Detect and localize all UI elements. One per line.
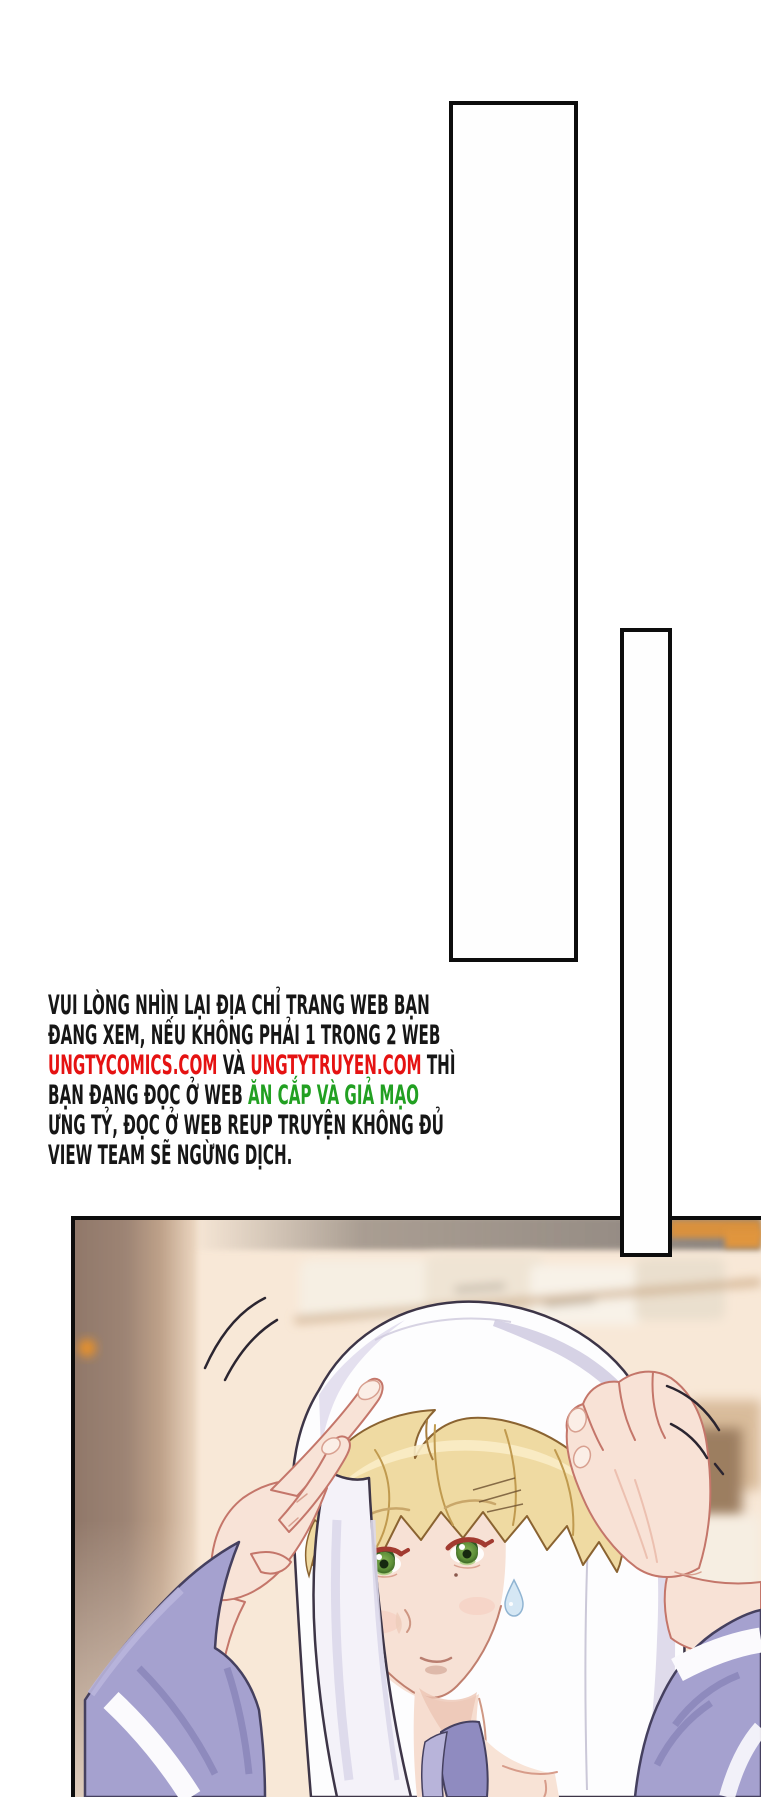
orange-light-dot bbox=[78, 1339, 96, 1357]
site-name-comics: UNGTYCOMICS.COM bbox=[48, 1050, 218, 1081]
comic-panel bbox=[71, 1216, 761, 1797]
notice-line-2 bbox=[48, 1021, 455, 1051]
notice-line-5 bbox=[48, 1111, 455, 1141]
notice-line-4 bbox=[48, 1081, 455, 1111]
notice-text: VUI LÒNG NHÌN LẠI ĐỊA CHỈ TRANG WEB BẠN bbox=[48, 990, 430, 1021]
notice-warning-text: ĂN CẮP VÀ GIẢ MẠO bbox=[247, 1080, 420, 1111]
notice-text: ƯNG TỶ, ĐỌC Ở WEB REUP TRUYỆN KHÔNG ĐỦ bbox=[48, 1110, 444, 1141]
notice-text: BẠN ĐANG ĐỌC Ở WEB bbox=[48, 1080, 248, 1111]
notice-line-1 bbox=[48, 991, 455, 1021]
notice-line-3 bbox=[48, 1051, 455, 1081]
beauty-mark bbox=[454, 1573, 458, 1577]
notice-text: ĐANG XEM, NẾU KHÔNG PHẢI 1 TRONG 2 WEB bbox=[48, 1020, 441, 1051]
comic-panel-illustration bbox=[75, 1220, 761, 1797]
notice-line-6 bbox=[48, 1141, 455, 1171]
site-name-truyen: UNGTYTRUYEN.COM bbox=[250, 1050, 422, 1081]
speech-bubble-tall bbox=[449, 101, 578, 962]
notice-text: VIEW TEAM SẼ NGỪNG DỊCH. bbox=[48, 1140, 293, 1171]
notice-text: VÀ bbox=[217, 1050, 251, 1081]
speech-bubble-small bbox=[620, 628, 672, 1257]
notice-text: THÌ bbox=[421, 1050, 456, 1081]
